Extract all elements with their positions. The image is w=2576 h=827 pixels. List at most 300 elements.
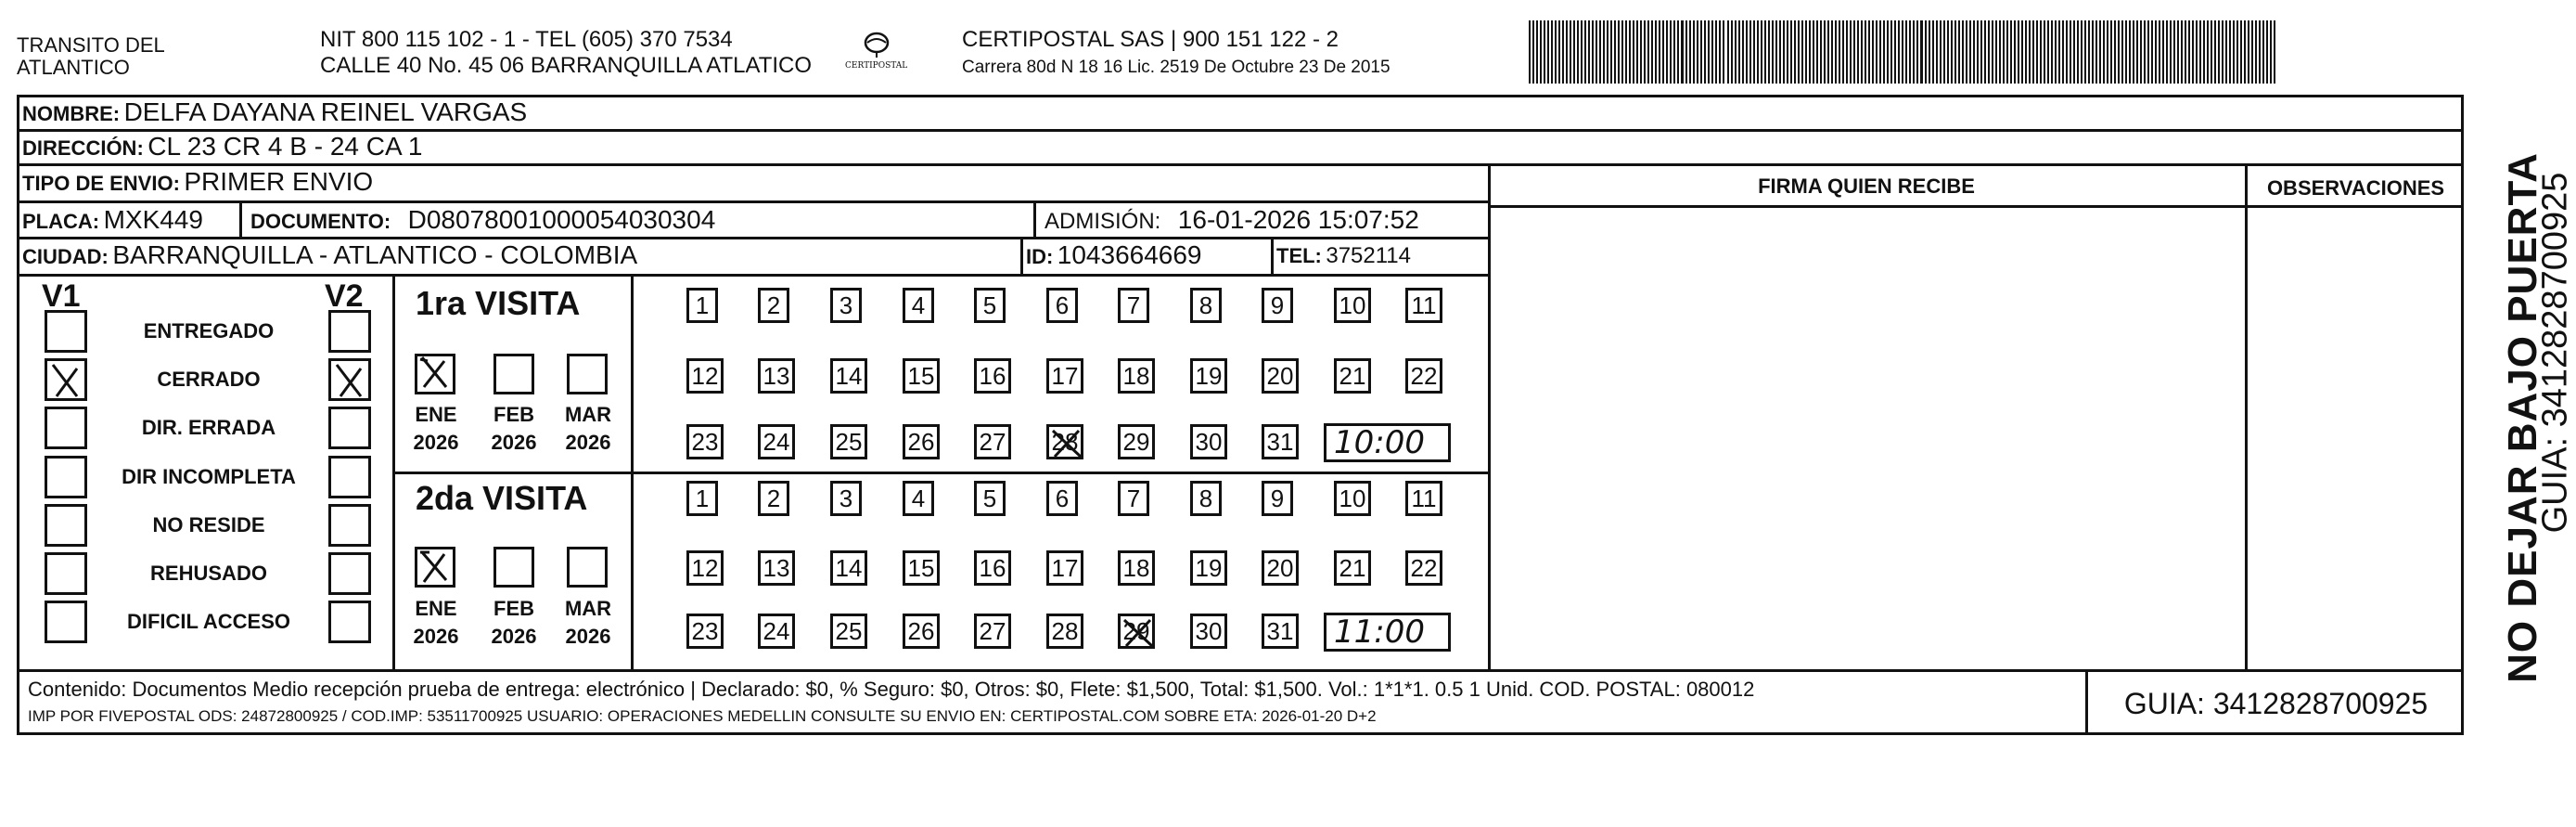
visit-1-day-24[interactable] [758, 424, 795, 459]
visit-2-day-20[interactable] [1262, 550, 1299, 586]
barcode-bar [1603, 20, 1605, 84]
barcode-bar [2044, 20, 2045, 84]
day-number: 9 [1270, 484, 1285, 512]
visit-1-day-7[interactable] [1118, 288, 1149, 323]
barcode-bar [1588, 20, 1590, 84]
visit-1-day-3[interactable] [830, 288, 862, 323]
barcode-bar [1625, 20, 1627, 84]
tipo-row [22, 167, 373, 197]
observaciones-label: OBSERVACIONES [2266, 176, 2445, 200]
month-year: 2026 [565, 625, 611, 648]
admision-value: 16-01-2026 15:07:52 [1177, 205, 1419, 234]
barcode-bar [2110, 20, 2112, 84]
visit-2-month-mar [560, 595, 616, 651]
barcode-bar [1872, 20, 1874, 84]
visit-1-month-mar [560, 401, 616, 457]
barcode-bar [2251, 20, 2253, 84]
barcode-bar [1738, 20, 1740, 84]
month-year: 2026 [491, 625, 537, 648]
day-number: 15 [907, 361, 935, 390]
visit-2-day-24[interactable] [758, 614, 795, 649]
barcode-bar [1809, 20, 1811, 84]
visit-1-day-14[interactable] [830, 358, 867, 394]
barcode-bar [2274, 20, 2275, 84]
visit-2-day-28[interactable] [1046, 614, 1083, 649]
visit-1-day-25[interactable] [830, 424, 867, 459]
barcode-bar [2199, 20, 2201, 84]
barcode-bar [1551, 20, 1553, 84]
visit-1-day-2[interactable] [758, 288, 789, 323]
visit-2-day-19[interactable] [1190, 550, 1227, 586]
v1-checkbox[interactable] [45, 601, 87, 643]
barcode-bar [1607, 20, 1608, 84]
barcode-bar [2003, 20, 2005, 84]
barcode-bar [2225, 20, 2227, 84]
id-value: 1043664669 [1057, 240, 1202, 269]
visit-1-day-20[interactable] [1262, 358, 1299, 394]
month-name: FEB [493, 597, 534, 620]
visit-2-title: 2da VISITA [416, 479, 588, 517]
barcode-bar [2185, 20, 2186, 84]
barcode-bar [1958, 20, 1960, 84]
barcode-bar [1719, 20, 1721, 84]
barcode-bar [2081, 20, 2083, 84]
barcode-bar [1651, 20, 1653, 84]
barcode-bar [1581, 20, 1583, 84]
visit-2-day-25[interactable] [830, 614, 867, 649]
barcode-bar [2025, 20, 2027, 84]
barcode-bar [1876, 20, 1878, 84]
barcode-bar [1794, 20, 1796, 84]
visit-1-day-5[interactable] [974, 288, 1006, 323]
barcode-bar [2166, 20, 2168, 84]
barcode-bar [2262, 20, 2264, 84]
day-number: 5 [982, 291, 997, 319]
barcode-bar [2103, 20, 2105, 84]
barcode-bar [1790, 20, 1792, 84]
day-number: 3 [839, 484, 853, 512]
documento-row [250, 205, 715, 235]
barcode-bar [2188, 20, 2190, 84]
barcode-bar [1984, 20, 1986, 84]
day-number: 16 [979, 553, 1006, 582]
visit-2-day-10[interactable] [1334, 481, 1371, 516]
visit-2-day-22[interactable] [1405, 550, 1442, 586]
barcode-bar [2121, 20, 2123, 84]
barcode-bar [2181, 20, 2183, 84]
barcode-bar [1666, 20, 1668, 84]
v2-checkbox[interactable] [328, 504, 371, 547]
v2-checkbox[interactable] [328, 456, 371, 498]
visit-1-day-28[interactable] [1046, 424, 1083, 459]
tel-value: 3752114 [1326, 243, 1411, 268]
barcode-bar [1883, 20, 1885, 84]
visit-2-day-18[interactable] [1118, 550, 1155, 586]
barcode-bar [1573, 20, 1575, 84]
day-number: 14 [835, 553, 863, 582]
visit-2-day-7[interactable] [1118, 481, 1149, 516]
barcode-bar [1827, 20, 1829, 84]
visit-2-day-1[interactable] [686, 481, 718, 516]
firma-area[interactable] [1491, 208, 2245, 669]
visit-1-month-ene-checkbox[interactable] [415, 354, 455, 394]
visit-2-day-8[interactable] [1190, 481, 1222, 516]
visit-2-day-27[interactable] [974, 614, 1011, 649]
barcode-bar [2070, 20, 2071, 84]
visit-2-day-11[interactable] [1405, 481, 1442, 516]
barcode-bar [1999, 20, 2001, 84]
day-number: 9 [1270, 291, 1285, 319]
barcode-bar [1735, 20, 1737, 84]
barcode-bar [2129, 20, 2131, 84]
id-row [1026, 240, 1202, 270]
barcode-bar [1966, 20, 1967, 84]
barcode-bar [2236, 20, 2238, 84]
visit-2-time-box[interactable] [1324, 613, 1451, 652]
barcode-bar [1659, 20, 1660, 84]
v1-checkbox[interactable] [45, 358, 87, 401]
barcode-bar [1584, 20, 1586, 84]
visit-1-month-feb-checkbox[interactable] [493, 354, 534, 394]
visit-2-day-30[interactable] [1190, 614, 1227, 649]
sender-nit-line: NIT 800 115 102 - 1 - TEL (605) 370 7534 [320, 27, 733, 52]
barcode-bar [1951, 20, 1953, 84]
day-number: 8 [1198, 484, 1213, 512]
barcode-bar [1816, 20, 1818, 84]
barcode-bar [2233, 20, 2235, 84]
barcode-bar [1566, 20, 1568, 84]
barcode-bar [2155, 20, 2157, 84]
barcode-bar [1677, 20, 1679, 84]
barcode-bar [2133, 20, 2134, 84]
barcode-bar [1839, 20, 1840, 84]
visit-2-day-26[interactable] [903, 614, 940, 649]
visit-1-day-11[interactable] [1405, 288, 1442, 323]
barcode-bar [1662, 20, 1664, 84]
logo-text: CERTIPOSTAL [845, 61, 908, 71]
id-label: ID: [1026, 245, 1054, 268]
barcode-bar [1988, 20, 1990, 84]
visit-1-month-mar-checkbox[interactable] [567, 354, 608, 394]
barcode-bar [2036, 20, 2038, 84]
status-reason-label: NO RESIDE [152, 513, 265, 536]
visit-2-day-17[interactable] [1046, 550, 1083, 586]
barcode-bar [2088, 20, 2090, 84]
day-number: 7 [1126, 291, 1141, 319]
visit-1-day-15[interactable] [903, 358, 940, 394]
barcode-bar [1681, 20, 1684, 84]
visit-2-month-feb-checkbox[interactable] [493, 547, 534, 588]
barcode-bar [1943, 20, 1945, 84]
visit-2-day-15[interactable] [903, 550, 940, 586]
day-number: 26 [907, 616, 935, 645]
barcode-bar [2270, 20, 2272, 84]
contenido-line: Contenido: Documentos Medio recepción prueba de entrega: electrónico | Declarado: $0, % Seguro: $0, Otros: $0, Flete: $1,500, Total: $1,500. Vol.: 1*1*1. 0.5 1 Unid. COD. POSTAL: 080012 [28, 678, 1755, 701]
day-number: 3 [839, 291, 853, 319]
visit-1-day-29[interactable] [1118, 424, 1155, 459]
tel-label: TEL: [1276, 244, 1322, 267]
month-name: ENE [415, 403, 457, 426]
visit-2-month-mar-checkbox[interactable] [567, 547, 608, 588]
v1-label: V1 [42, 278, 81, 314]
barcode-bar [1673, 20, 1675, 84]
day-number: 23 [691, 616, 719, 645]
day-number: 21 [1339, 361, 1366, 390]
nombre-label: NOMBRE: [22, 102, 121, 125]
barcode-bar [1596, 20, 1597, 84]
day-number: 4 [911, 291, 926, 319]
v2-checkbox[interactable] [328, 601, 371, 643]
visit-2-day-31[interactable] [1262, 614, 1299, 649]
visit-2-day-14[interactable] [830, 550, 867, 586]
barcode-bar [1577, 20, 1579, 84]
v1-checkbox[interactable] [45, 407, 87, 449]
barcode-bar [1636, 20, 1638, 84]
barcode-bar [1727, 20, 1729, 84]
barcode-bar [1940, 20, 1942, 84]
barcode-bar [1693, 20, 1695, 84]
barcode-bar [1925, 20, 1927, 84]
barcode-bar [1947, 20, 1949, 84]
barcode-bar [1865, 20, 1866, 84]
barcode-bar [2211, 20, 2212, 84]
barcode-bar [1857, 20, 1859, 84]
barcode-bar [2107, 20, 2108, 84]
visit-1-day-21[interactable] [1334, 358, 1371, 394]
day-number: 27 [979, 616, 1006, 645]
firma-label: FIRMA QUIEN RECIBE [1758, 174, 1975, 198]
barcode [1529, 20, 2278, 85]
barcode-bar [1670, 20, 1672, 84]
visit-1-day-17[interactable] [1046, 358, 1083, 394]
barcode-bar [1711, 20, 1713, 84]
barcode-bar [2147, 20, 2149, 84]
barcode-bar [1879, 20, 1881, 84]
visit-1-day-19[interactable] [1190, 358, 1227, 394]
visit-2-month-feb [486, 595, 542, 651]
barcode-bar [2159, 20, 2160, 84]
barcode-bar [1746, 20, 1748, 84]
visit-2-day-13[interactable] [758, 550, 795, 586]
visit-1-day-27[interactable] [974, 424, 1011, 459]
v2-checkbox[interactable] [328, 310, 371, 353]
day-number: 11 [1411, 291, 1437, 319]
day-number: 30 [1195, 616, 1223, 645]
visit-1-month-ene [408, 401, 464, 457]
barcode-bar [2092, 20, 2094, 84]
status-reason-label: DIFICIL ACCESO [126, 610, 290, 633]
visit-2-day-12[interactable] [686, 550, 724, 586]
barcode-bar [2010, 20, 2012, 84]
barcode-bar [1805, 20, 1807, 84]
barcode-bar [2151, 20, 2153, 84]
barcode-bar [2077, 20, 2079, 84]
visit-1-day-10[interactable] [1334, 288, 1371, 323]
barcode-bar [1813, 20, 1814, 84]
barcode-bar [1640, 20, 1642, 84]
visit-1-day-9[interactable] [1262, 288, 1293, 323]
visit-1-month-feb [486, 401, 542, 457]
barcode-bar [2136, 20, 2138, 84]
day-number: 2 [766, 291, 781, 319]
visit-1-day-23[interactable] [686, 424, 724, 459]
barcode-bar [1831, 20, 1833, 84]
visit-1-day-26[interactable] [903, 424, 940, 459]
visit-1-day-22[interactable] [1405, 358, 1442, 394]
v2-checkbox[interactable] [328, 552, 371, 595]
visit-2-time: 11:00 [1334, 614, 1425, 651]
barcode-bar [1995, 20, 1997, 84]
admision-row [1044, 205, 1419, 235]
barcode-bar [1629, 20, 1631, 84]
barcode-bar [1890, 20, 1892, 84]
day-number: 23 [691, 427, 719, 456]
visit-2-day-4[interactable] [903, 481, 934, 516]
tel-row [1276, 243, 1411, 269]
day-number: 2 [766, 484, 781, 512]
barcode-bar [1824, 20, 1826, 84]
barcode-bar [1742, 20, 1744, 84]
day-number: 25 [835, 616, 863, 645]
barcode-bar [1916, 20, 1918, 84]
barcode-bar [2084, 20, 2086, 84]
visit-1-day-6[interactable] [1046, 288, 1078, 323]
barcode-bar [2203, 20, 2205, 84]
barcode-bar [1887, 20, 1889, 84]
direccion-value: CL 23 CR 4 B - 24 CA 1 [147, 132, 423, 161]
day-number: 19 [1195, 361, 1223, 390]
v1-checkbox[interactable] [45, 504, 87, 547]
day-number: 6 [1055, 291, 1070, 319]
barcode-bar [1772, 20, 1774, 84]
barcode-bar [2125, 20, 2127, 84]
visit-1-day-16[interactable] [974, 358, 1011, 394]
day-number: 30 [1195, 427, 1223, 456]
observaciones-area[interactable] [2248, 208, 2464, 669]
barcode-bar [2240, 20, 2242, 84]
barcode-bar [2029, 20, 2031, 84]
barcode-bar [1708, 20, 1710, 84]
v1-checkbox[interactable] [45, 310, 87, 353]
visit-1-day-4[interactable] [903, 288, 934, 323]
day-number: 28 [1051, 616, 1079, 645]
visit-1-day-8[interactable] [1190, 288, 1222, 323]
barcode-bar [2021, 20, 2023, 84]
visit-2-day-5[interactable] [974, 481, 1006, 516]
visit-1-title: 1ra VISITA [416, 284, 581, 322]
visit-1-day-13[interactable] [758, 358, 795, 394]
barcode-bar [1749, 20, 1751, 84]
placa-label: PLACA: [22, 210, 100, 233]
documento-value: D08078001000054030304 [407, 205, 716, 234]
barcode-bar [1697, 20, 1698, 84]
visit-2-month-ene-checkbox[interactable] [415, 547, 455, 588]
day-number: 13 [763, 553, 790, 582]
day-number: 6 [1055, 484, 1070, 512]
day-number: 12 [691, 361, 719, 390]
visit-2-day-21[interactable] [1334, 550, 1371, 586]
visit-1-time-box[interactable] [1324, 423, 1451, 462]
barcode-bar [2073, 20, 2075, 84]
v1-checkbox[interactable] [45, 456, 87, 498]
v2-checkbox[interactable] [328, 407, 371, 449]
barcode-bar [1929, 20, 1930, 84]
day-number: 1 [695, 291, 710, 319]
visit-2-day-23[interactable] [686, 614, 724, 649]
barcode-bar [1570, 20, 1571, 84]
sender-name-line2: ATLANTICO [17, 56, 130, 79]
barcode-bar [1992, 20, 1993, 84]
barcode-bar [1614, 20, 1616, 84]
barcode-bar [1644, 20, 1646, 84]
status-reason-label: ENTREGADO [143, 319, 275, 342]
barcode-bar [2222, 20, 2224, 84]
barcode-bar [1954, 20, 1956, 84]
visit-1-day-12[interactable] [686, 358, 724, 394]
barcode-bar [2229, 20, 2231, 84]
barcode-bar [1868, 20, 1870, 84]
barcode-bar [1909, 20, 1911, 84]
barcode-bar [2040, 20, 2042, 84]
barcode-bar [1647, 20, 1649, 84]
visit-2-day-3[interactable] [830, 481, 862, 516]
visit-1-day-18[interactable] [1118, 358, 1155, 394]
v2-checkbox[interactable] [328, 358, 371, 401]
barcode-bar [1973, 20, 1975, 84]
day-number: 28 [1051, 427, 1079, 456]
day-number: 27 [979, 427, 1006, 456]
admision-label: ADMISIÓN: [1044, 209, 1161, 234]
barcode-bar [1655, 20, 1657, 84]
barcode-bar [1846, 20, 1848, 84]
barcode-bar [1835, 20, 1837, 84]
visit-2-day-6[interactable] [1046, 481, 1078, 516]
barcode-bar [1599, 20, 1601, 84]
status-reason-label: CERRADO [157, 368, 261, 391]
placa-value: MXK449 [103, 205, 203, 234]
barcode-bar [2144, 20, 2146, 84]
direccion-label: DIRECCIÓN: [22, 136, 144, 160]
visit-1-time: 10:00 [1334, 424, 1425, 461]
barcode-bar [1715, 20, 1717, 84]
barcode-bar [2192, 20, 2194, 84]
status-reason-label: REHUSADO [150, 562, 267, 585]
barcode-bar [1532, 20, 1534, 84]
month-name: FEB [493, 403, 534, 426]
barcode-bar [1562, 20, 1564, 84]
visit-2-day-9[interactable] [1262, 481, 1293, 516]
barcode-bar [1905, 20, 1907, 84]
barcode-bar [2055, 20, 2057, 84]
visit-2-month-ene [408, 595, 464, 651]
barcode-bar [2114, 20, 2116, 84]
visit-1-day-30[interactable] [1190, 424, 1227, 459]
barcode-bar [1731, 20, 1733, 84]
barcode-bar [1764, 20, 1766, 84]
day-number: 11 [1411, 484, 1437, 512]
visit-2-day-29[interactable] [1118, 614, 1155, 649]
barcode-bar [1685, 20, 1687, 84]
visit-1-day-1[interactable] [686, 288, 718, 323]
visit-2-day-16[interactable] [974, 550, 1011, 586]
tipo-label: TIPO DE ENVIO: [22, 172, 180, 195]
barcode-bar [1801, 20, 1803, 84]
v1-checkbox[interactable] [45, 552, 87, 595]
visit-1-day-31[interactable] [1262, 424, 1299, 459]
barcode-bar [1853, 20, 1855, 84]
visit-2-day-2[interactable] [758, 481, 789, 516]
barcode-bar [1920, 20, 1923, 84]
